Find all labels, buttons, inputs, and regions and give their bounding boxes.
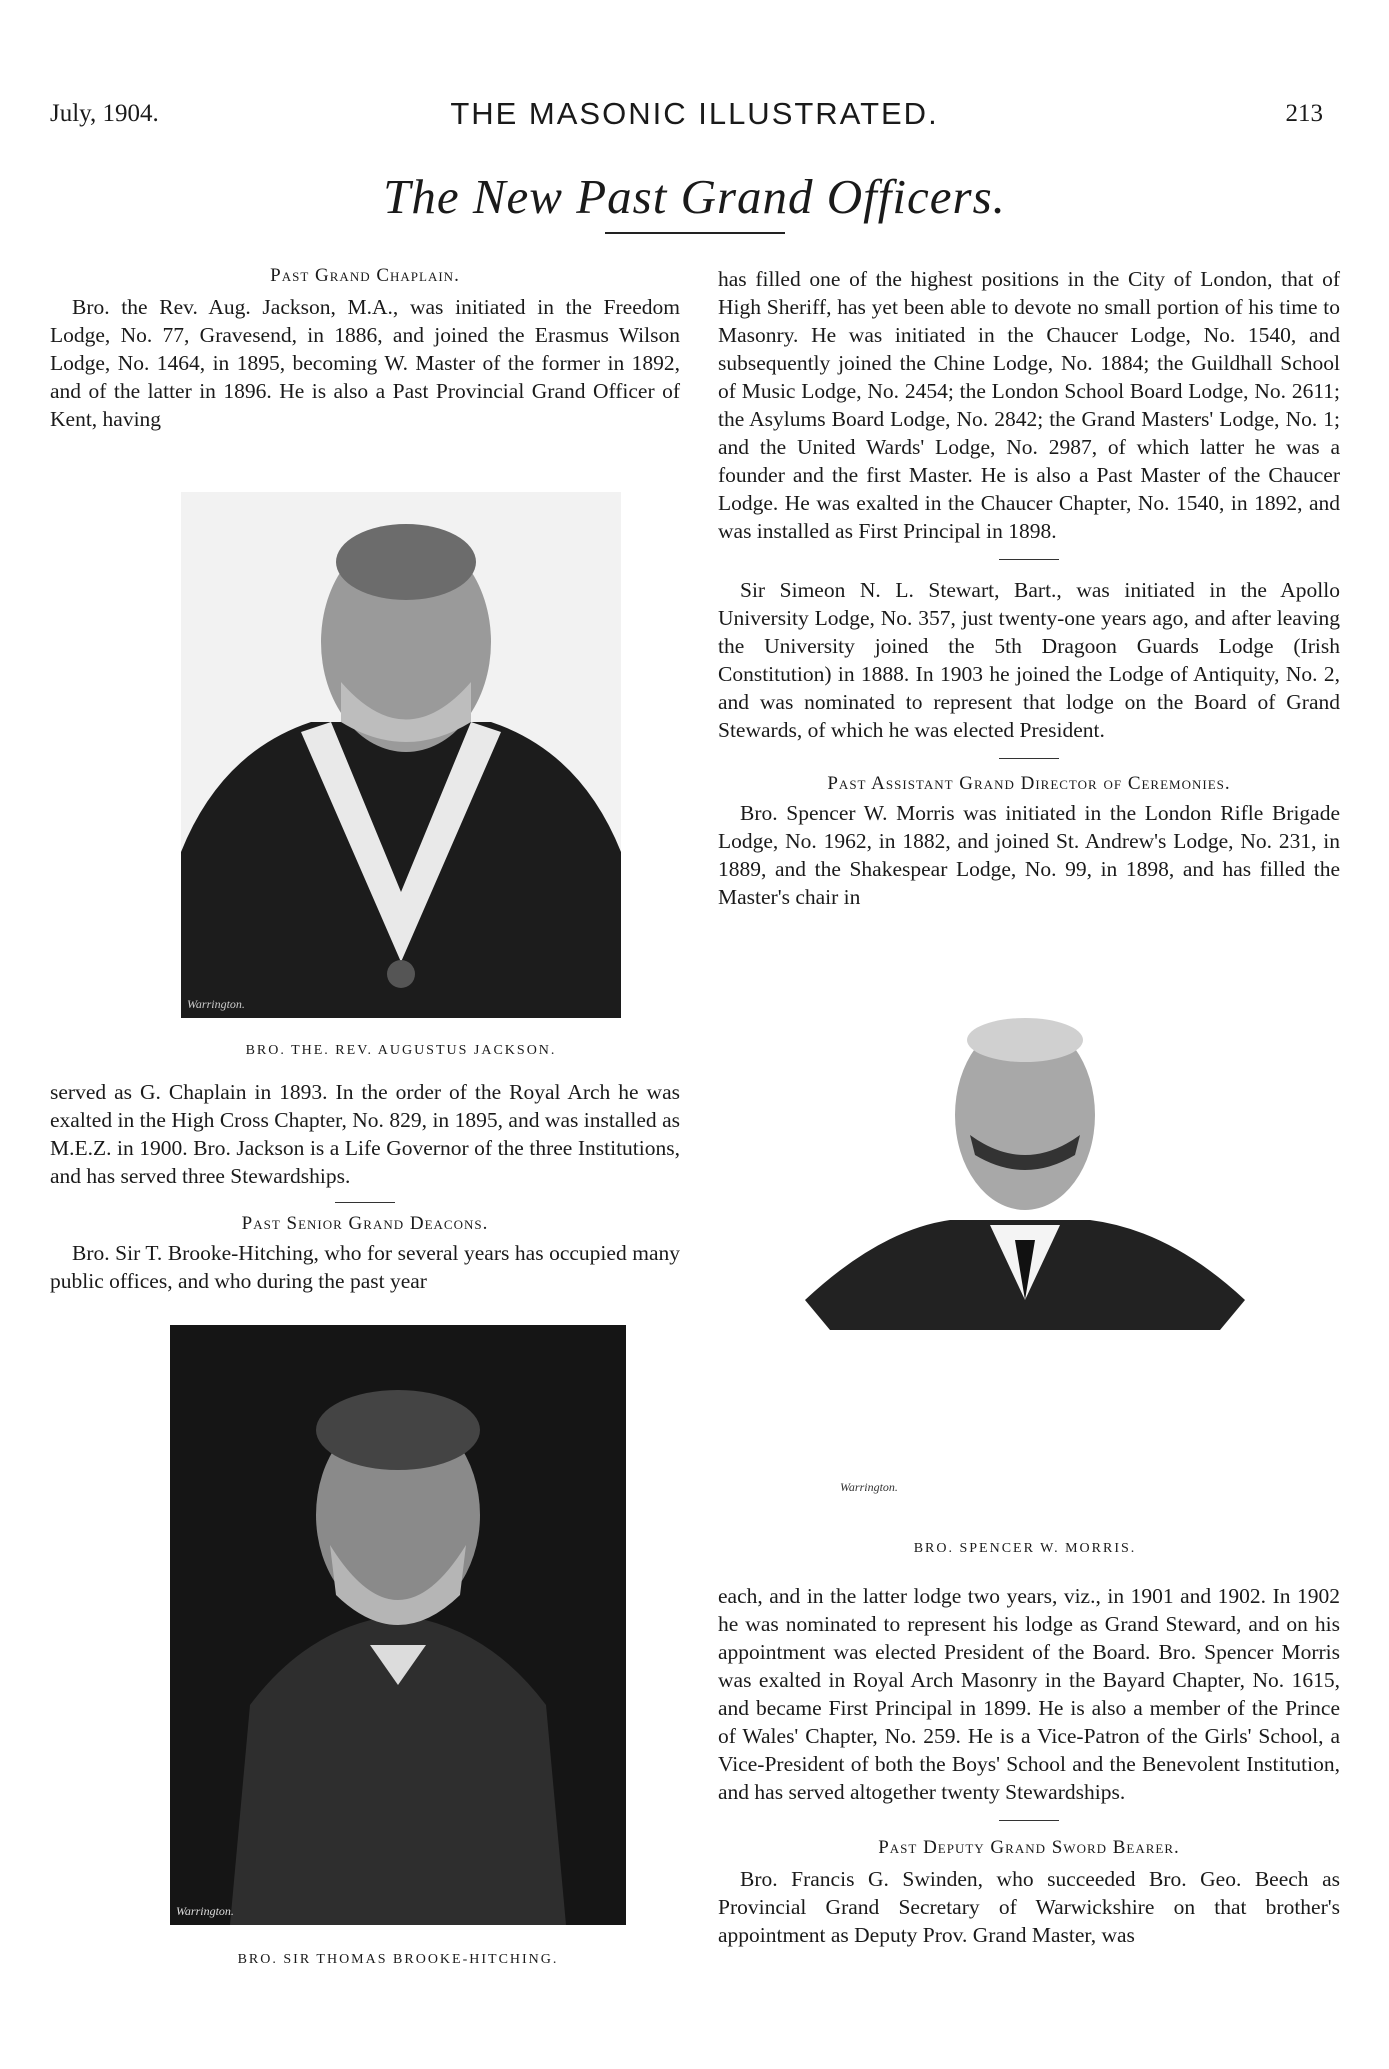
- caption-jackson: BRO. THE. REV. AUGUSTUS JACKSON.: [245, 1043, 557, 1058]
- section-text-chaplain: Bro. the Rev. Aug. Jackson, M.A., was initiated in the Freedom Lodge, No. 77, Gravesend, in 1886, and joined the Erasmus Wilson Lodge, No. 1464, in 1895, becoming W. Master of the former in 1892, and of the latter in 1896. He is also a Past Provincial Grand Officer of Kent, having: [50, 295, 680, 431]
- section-text-ceremonies: Bro. Spencer W. Morris was initiated in the London Rifle Brigade Lodge, No. 1962, in 1882, and joined St. Andrew's Lodge, No. 231, in 1889, and the Shakespear Lodge, No. 99, in 1898, and has filled the Master's chair in: [718, 801, 1340, 909]
- article-title: The New Past Grand Officers.: [383, 169, 1006, 224]
- publication-title: THE MASONIC ILLUSTRATED.: [450, 96, 939, 131]
- section-text-chaplain-continued: served as G. Chaplain in 1893. In the order of the Royal Arch he was exalted in the High Cross Chapter, No. 829, in 1895, and was installed as M.E.Z. in 1900. Bro. Jackson is a Life Governor of the three Institutions, and has served three Stewardships.: [50, 1080, 680, 1188]
- photo-signature: Warrington.: [176, 1904, 234, 1918]
- portrait-morris-image: [790, 1000, 1260, 1520]
- right-column-bottom: [718, 1582, 1340, 1949]
- portrait-brooke-hitching-image: [170, 1325, 626, 1925]
- section-rule: [999, 559, 1059, 560]
- section-heading-chaplain: Past Grand Chaplain.: [270, 265, 460, 286]
- portrait-jackson: [181, 492, 621, 1018]
- page-number: 213: [1285, 100, 1323, 127]
- section-text-deacons-continued: has filled one of the highest positions in the City of London, that of High Sheriff, has yet been able to devote no small portion of his time to Masonry. He was initiated in the Chaucer Lodge, No. 1540, and subsequently joined the Chine Lodge, No. 1884; the Guildhall School of Music Lodge, No. 2454; the London School Board Lodge, No. 2611; the Asylums Board Lodge, No. 2842; the Grand Masters' Lodge, No. 1; and the United Wards' Lodge, No. 2987, of which latter he was a founder and the first Master. He is also a Past Master of the Chaucer Lodge. He was exalted in the Chaucer Chapter, No. 1540, in 1892, and was installed as First Principal in 1898.: [718, 267, 1340, 543]
- caption-morris: BRO. SPENCER W. MORRIS.: [913, 1541, 1137, 1556]
- left-column-top: [50, 265, 680, 433]
- issue-date: July, 1904.: [50, 100, 159, 127]
- left-column-middle: [50, 1078, 680, 1295]
- portrait-jackson-image: [181, 492, 621, 1018]
- title-rule: [605, 232, 785, 234]
- photo-signature: Warrington.: [187, 997, 245, 1011]
- section-text-stewart: Sir Simeon N. L. Stewart, Bart., was initiated in the Apollo University Lodge, No. 357, just twenty-one years ago, and after leaving the University joined the 5th Dragoon Guards Lodge (Irish Constitution) in 1888. In 1903 he joined the Lodge of Antiquity, No. 2, and was nominated to represent that lodge on the Board of Grand Stewards, of which he was elected President.: [718, 578, 1340, 742]
- right-column-top: [718, 265, 1340, 911]
- portrait-brooke-hitching: [170, 1325, 626, 1925]
- section-text-deacons: Bro. Sir T. Brooke-Hitching, who for several years has occupied many public offices, and who during the past year: [50, 1241, 680, 1293]
- caption-brooke-hitching: BRO. SIR THOMAS BROOKE-HITCHING.: [237, 1952, 559, 1967]
- section-text-ceremonies-continued: each, and in the latter lodge two years, viz., in 1901 and 1902. In 1902 he was nominated to represent his lodge as Grand Steward, and on his appointment was elected President of the Board. Bro. Spencer Morris was exalted in Royal Arch Masonry in the Bayard Chapter, No. 1615, and became First Principal in 1899. He is also a member of the Prince of Wales' Chapter, No. 259. He is a Vice-Patron of the Girls' School, a Vice-President of both the Boys' School and the Benevolent Institution, and has served altogether twenty Stewardships.: [718, 1584, 1340, 1804]
- photo-signature: Warrington.: [840, 1480, 898, 1494]
- page-header: [0, 96, 1389, 136]
- section-heading-ceremonies: Past Assistant Grand Director of Ceremonies.: [827, 773, 1231, 794]
- portrait-morris: [790, 1000, 1260, 1520]
- section-heading-sword-bearer: Past Deputy Grand Sword Bearer.: [878, 1837, 1180, 1858]
- section-rule: [999, 1820, 1059, 1821]
- section-heading-deacons: Past Senior Grand Deacons.: [241, 1213, 489, 1234]
- section-text-sword-bearer: Bro. Francis G. Swinden, who succeeded Bro. Geo. Beech as Provincial Grand Secretary of Warwickshire on that brother's appointment as Deputy Prov. Grand Master, was: [718, 1867, 1340, 1947]
- section-rule: [335, 1202, 395, 1203]
- section-rule: [999, 758, 1059, 759]
